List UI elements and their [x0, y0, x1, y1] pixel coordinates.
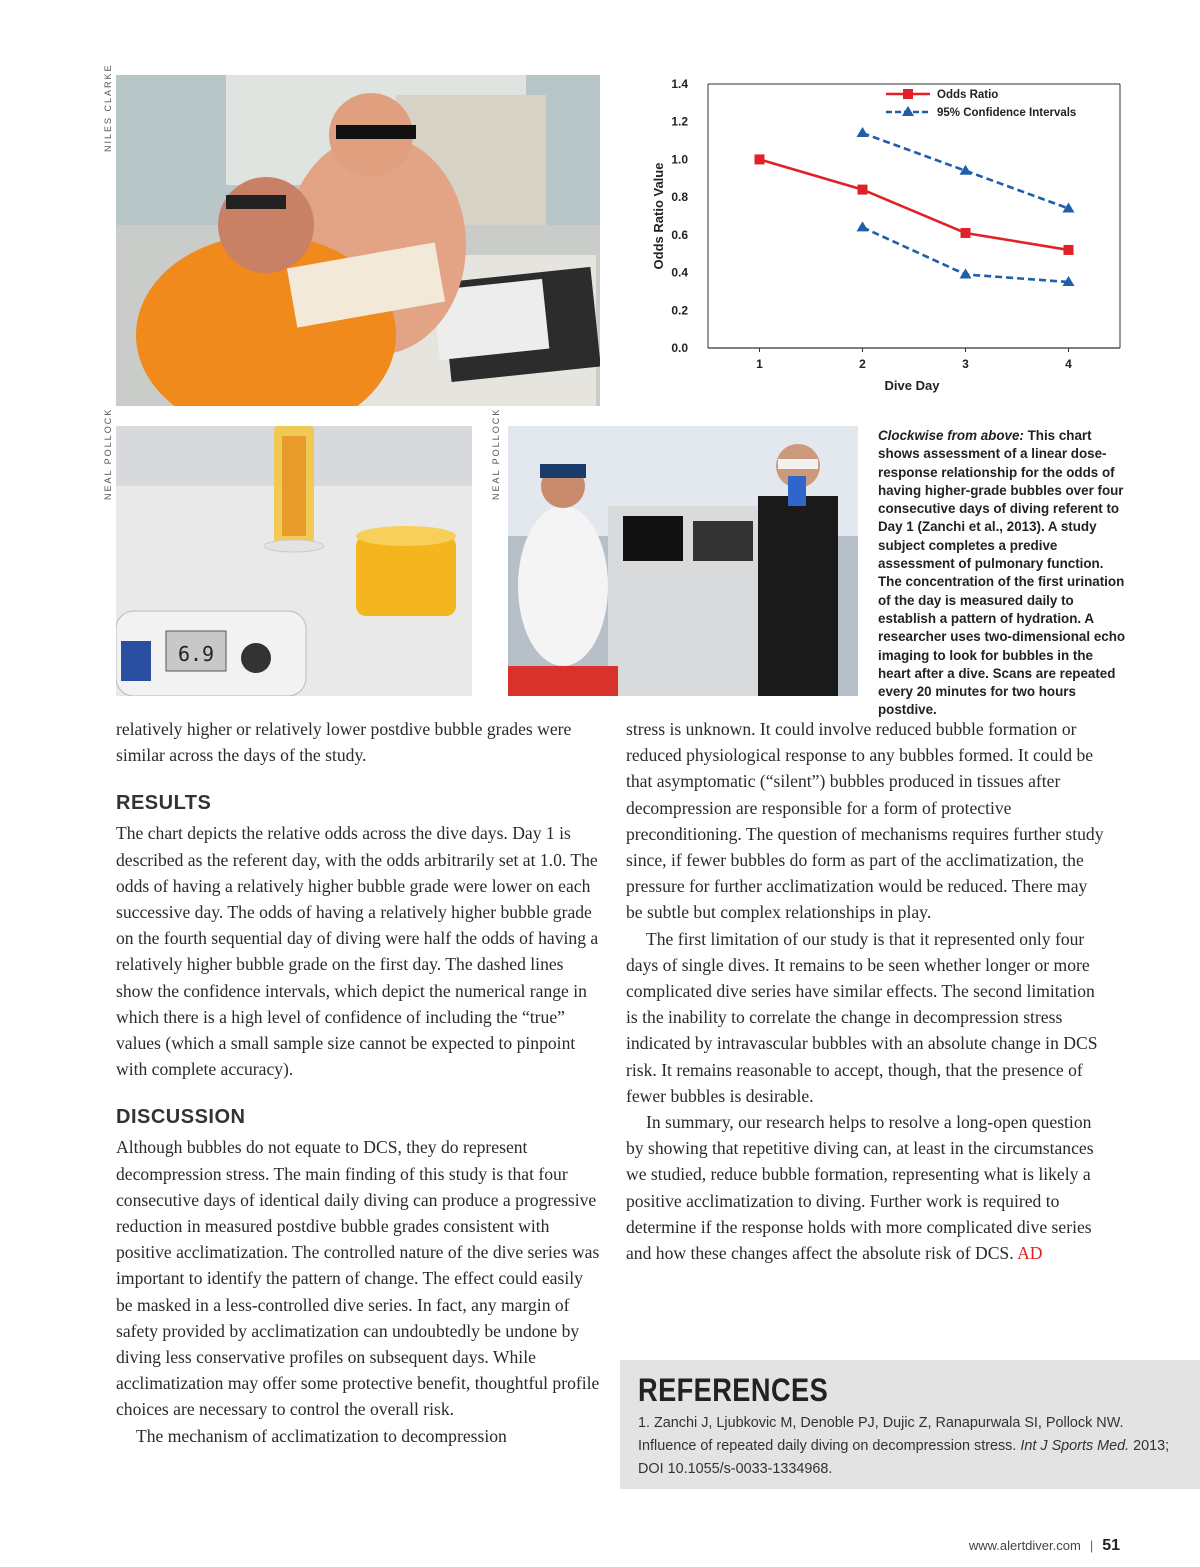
confidence-interval-point: [857, 127, 869, 137]
reference-1-text: 1. Zanchi J, Ljubkovic M, Denoble PJ, Dujic Z, Ranapurwala SI, Pollock NW. Influence of repeated daily diving on decompression stress.: [638, 1415, 1124, 1454]
x-tick-label: 2: [859, 357, 866, 371]
odds-ratio-point: [1064, 245, 1074, 255]
chart-legend: [886, 89, 1076, 119]
discussion-paragraph-1: Although bubbles do not equate to DCS, they do represent decompression stress. The main finding of this study is that four consecutive days of identical daily diving can produce a progressive reduction in measured postdive bubble grades consistent with positive acclimatization. The controlled nature of the dive series was important to identify the pattern of change. The effect could easily be masked in a less-controlled dive series. In fact, any margin of safety provided by acclimatization can undoubtedly be undone by diving less conservative profiles on subsequent days. While acclimatization may offer some protective benefit, thoughtful profile choices are necessary to control the overall risk.: [116, 1137, 600, 1420]
y-tick-label: 0.6: [671, 227, 688, 242]
refractometer-display: 6.9: [177, 642, 215, 666]
results-paragraph: The chart depicts the relative odds across the dive days. Day 1 is described as the referent day, with the odds arbitrarily set at 1.0. The odds of having a relatively higher bubble grade were lower on each successive day. The odds of having a relatively higher bubble grade on the fourth sequential day of diving were half the odds of having a relatively higher bubble grade on the first day. The dashed lines show the confidence intervals, which depict the numerical range in which there is a high level of confidence of including the “true” values (which a small sample size cannot be expected to pinpoint with complete accuracy).: [116, 823, 599, 1080]
summary-paragraph: [626, 1109, 1106, 1266]
x-axis-label: Dive Day: [884, 378, 940, 393]
x-tick-label: 4: [1065, 357, 1072, 371]
x-tick-label: 3: [962, 357, 969, 371]
odds-ratio-point: [858, 185, 868, 195]
x-tick-label: 1: [756, 357, 763, 371]
photo-credit-top: NILES CLARKE: [103, 63, 113, 152]
y-tick-label: 1.0: [671, 152, 688, 167]
photo-urine-samples: [116, 426, 472, 696]
references-heading: REFERENCES: [638, 1372, 829, 1408]
discussion-paragraph-2: The mechanism of acclimatization to decompression: [136, 1425, 507, 1446]
odds-ratio-chart: [604, 70, 1124, 400]
photo-pulmonary-test: [508, 426, 858, 696]
summary-text: In summary, our research helps to resolve a long-open question by showing that repetitive diving can, at least in the circumstances we studied, reduce bubble formation, representing what is likely a positive acclimatization to diving. Further work is required to determine if the response holds with more complicated dive series and how these changes affect the absolute risk of DCS.: [626, 1112, 1094, 1264]
odds-ratio-chart-svg: [604, 70, 1124, 400]
right-column: [626, 716, 1106, 1266]
intro-paragraph: relatively higher or relatively lower postdive bubble grades were similar across the days of the study.: [116, 719, 572, 766]
figure-caption: [878, 427, 1128, 720]
mechanism-paragraph: stress is unknown. It could involve reduced bubble formation or reduced physiological response to any bubbles formed. It could be that asymptomatic (“silent”) bubbles produced in tissues after decompression are responsible for a form of protective preconditioning. The question of mechanisms requires further study since, if fewer bubbles do form as part of the acclimatization, the pressure for further acclimatization would be reduced. There may be subtle but complex relationships in play.: [626, 719, 1104, 923]
y-tick-label: 0.8: [671, 190, 688, 205]
photo-echo-imaging: [116, 75, 600, 406]
page-footer: [969, 1537, 1120, 1555]
y-tick-label: 0.0: [671, 341, 688, 355]
limitations-paragraph: The first limitation of our study is that it represented only four days of single dives. It remains to be seen whether longer or more complicated dive series have similar effects. The second limitation is the inability to correlate the change in decompression stress indicated by intravascular bubbles with an absolute change in DCS risk. It remains reasonable to accept, though, that the presence of fewer bubbles is desirable.: [626, 928, 1098, 1106]
discussion-heading: DISCUSSION: [116, 1106, 246, 1129]
photo-credit-boat: NEAL POLLOCK: [491, 407, 501, 500]
left-column: [116, 716, 600, 1449]
page-number: 51: [1102, 1537, 1120, 1554]
confidence-interval-point: [960, 268, 972, 278]
footer-separator: |: [1089, 1538, 1094, 1553]
y-tick-label: 1.4: [671, 77, 688, 91]
series-line-0: [760, 159, 1069, 250]
photo-credit-urine: NEAL POLLOCK: [103, 407, 113, 500]
confidence-interval-point: [857, 221, 869, 231]
y-tick-label: 1.2: [671, 114, 688, 129]
odds-ratio-point: [755, 154, 765, 164]
reference-1-tail: 2013; DOI 10.1055/s-0033-1334968.: [638, 1438, 1170, 1477]
reference-1-journal: Int J Sports Med.: [1020, 1438, 1130, 1454]
legend-label-confidence-intervals: 95% Confidence Intervals: [937, 107, 1077, 119]
caption-text: This chart shows assessment of a linear dose-response relationship for the odds of having higher-grade bubbles over four consecutive days of diving referent to Day 1 (Zanchi et al., 2013). A study subject completes a predive assessment of pulmonary function. The concentration of the first urination of the day is measured daily to establish a pattern of hydration. A researcher uses two-dimensional echo imaging to look for bubbles in the heart after a dive. Scans are repeated every 20 minutes for two hours postdive.: [878, 428, 1126, 718]
caption-lead: Clockwise from above:: [878, 428, 1024, 443]
end-mark: AD: [1017, 1243, 1043, 1264]
odds-ratio-point: [961, 228, 971, 238]
footer-url[interactable]: www.alertdiver.com: [968, 1538, 1081, 1553]
results-heading: RESULTS: [116, 792, 212, 815]
y-tick-label: 0.2: [671, 303, 688, 318]
legend-label-odds-ratio: Odds Ratio: [937, 89, 999, 101]
y-tick-label: 0.4: [671, 265, 688, 280]
reference-1: [638, 1412, 1180, 1481]
y-axis-label: Odds Ratio Value: [651, 162, 666, 270]
references-box: [620, 1360, 1200, 1489]
